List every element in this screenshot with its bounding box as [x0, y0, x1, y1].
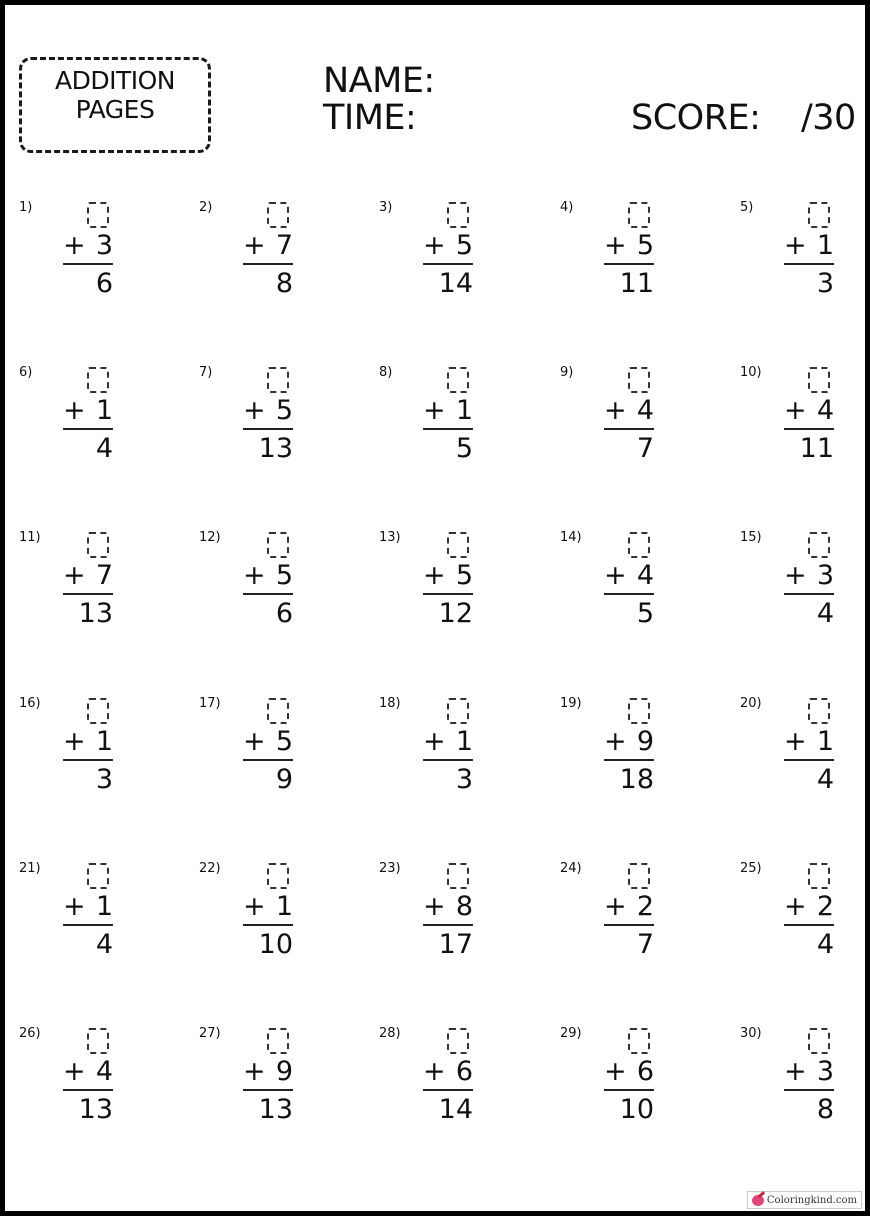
- problem-number: 12): [199, 530, 221, 545]
- addend-value: 4: [636, 560, 654, 591]
- sum-rule-line: [784, 924, 834, 926]
- plus-sign: +: [63, 560, 86, 591]
- sum-value: 14: [438, 1094, 473, 1125]
- plus-sign: +: [243, 726, 266, 757]
- title-line-1: ADDITION: [55, 66, 175, 95]
- plus-sign: +: [604, 560, 627, 591]
- addend-value: 5: [275, 560, 293, 591]
- worksheet-title-box: [19, 57, 211, 153]
- sum-rule-line: [243, 593, 293, 595]
- sum-rule-line: [63, 593, 113, 595]
- problem-item: [360, 1016, 500, 1131]
- problem-number: 29): [560, 1026, 582, 1041]
- sum-rule-line: [423, 1089, 473, 1091]
- answer-blank-box[interactable]: [87, 367, 109, 393]
- problem-number: 19): [560, 696, 582, 711]
- sum-rule-line: [423, 759, 473, 761]
- addend-value: 2: [816, 891, 834, 922]
- problem-number: 1): [19, 200, 33, 215]
- problem-item: [541, 520, 681, 635]
- sum-rule-line: [784, 593, 834, 595]
- answer-blank-box[interactable]: [628, 532, 650, 558]
- plus-sign: +: [784, 230, 807, 261]
- sum-rule-line: [243, 263, 293, 265]
- problem-number: 21): [19, 861, 41, 876]
- sum-value: 4: [95, 929, 113, 960]
- problem-item: [541, 190, 681, 305]
- answer-blank-box[interactable]: [808, 863, 830, 889]
- sum-rule-line: [784, 759, 834, 761]
- sum-rule-line: [63, 428, 113, 430]
- score-label: SCORE:: [631, 98, 761, 138]
- plus-sign: +: [423, 1056, 446, 1087]
- problem-number: 9): [560, 365, 574, 380]
- problem-item: [721, 686, 861, 801]
- problem-item: [541, 686, 681, 801]
- addend-value: 4: [816, 395, 834, 426]
- problem-number: 14): [560, 530, 582, 545]
- sum-value: 4: [816, 598, 834, 629]
- problem-number: 28): [379, 1026, 401, 1041]
- addend-value: 5: [275, 726, 293, 757]
- answer-blank-box[interactable]: [267, 698, 289, 724]
- problem-number: 27): [199, 1026, 221, 1041]
- problem-number: 8): [379, 365, 393, 380]
- problem-number: 17): [199, 696, 221, 711]
- answer-blank-box[interactable]: [447, 1028, 469, 1054]
- answer-blank-box[interactable]: [87, 532, 109, 558]
- addend-value: 3: [816, 560, 834, 591]
- sum-value: 3: [816, 268, 834, 299]
- plus-sign: +: [604, 230, 627, 261]
- answer-blank-box[interactable]: [808, 532, 830, 558]
- watermark-text: Coloringkind.com: [766, 1194, 857, 1206]
- problem-item: [0, 355, 140, 470]
- sum-value: 3: [455, 764, 473, 795]
- answer-blank-box[interactable]: [267, 367, 289, 393]
- problem-item: [180, 520, 320, 635]
- sum-value: 13: [78, 598, 113, 629]
- problem-number: 25): [740, 861, 762, 876]
- problem-item: [0, 686, 140, 801]
- plus-sign: +: [604, 1056, 627, 1087]
- problem-item: [721, 851, 861, 966]
- plus-sign: +: [63, 891, 86, 922]
- sum-rule-line: [63, 759, 113, 761]
- addend-value: 6: [636, 1056, 654, 1087]
- addend-value: 1: [275, 891, 293, 922]
- addend-value: 3: [95, 230, 113, 261]
- sum-value: 4: [816, 929, 834, 960]
- problem-item: [721, 355, 861, 470]
- plus-sign: +: [243, 395, 266, 426]
- addend-value: 1: [95, 726, 113, 757]
- problem-item: [360, 851, 500, 966]
- problem-item: [360, 520, 500, 635]
- problem-number: 18): [379, 696, 401, 711]
- sum-value: 14: [438, 268, 473, 299]
- problem-number: 4): [560, 200, 574, 215]
- answer-blank-box[interactable]: [447, 367, 469, 393]
- plus-sign: +: [63, 726, 86, 757]
- sum-value: 5: [455, 433, 473, 464]
- problem-number: 2): [199, 200, 213, 215]
- plus-sign: +: [423, 560, 446, 591]
- problem-number: 13): [379, 530, 401, 545]
- plus-sign: +: [604, 891, 627, 922]
- plus-sign: +: [63, 230, 86, 261]
- sum-value: 12: [438, 598, 473, 629]
- answer-blank-box[interactable]: [267, 532, 289, 558]
- problem-number: 20): [740, 696, 762, 711]
- sum-value: 7: [636, 929, 654, 960]
- plus-sign: +: [243, 230, 266, 261]
- problem-number: 24): [560, 861, 582, 876]
- plus-sign: +: [63, 1056, 86, 1087]
- addend-value: 6: [455, 1056, 473, 1087]
- time-label: TIME:: [323, 98, 417, 138]
- sum-rule-line: [604, 593, 654, 595]
- plus-sign: +: [423, 726, 446, 757]
- sum-value: 13: [258, 433, 293, 464]
- problem-number: 15): [740, 530, 762, 545]
- answer-blank-box[interactable]: [87, 698, 109, 724]
- sum-rule-line: [243, 759, 293, 761]
- plus-sign: +: [423, 395, 446, 426]
- problem-number: 7): [199, 365, 213, 380]
- sum-value: 10: [619, 1094, 654, 1125]
- sum-value: 8: [275, 268, 293, 299]
- problem-item: [0, 190, 140, 305]
- answer-blank-box[interactable]: [267, 202, 289, 228]
- plus-sign: +: [423, 230, 446, 261]
- sum-value: 7: [636, 433, 654, 464]
- problem-number: 16): [19, 696, 41, 711]
- sum-rule-line: [604, 263, 654, 265]
- sum-value: 6: [95, 268, 113, 299]
- problem-item: [721, 190, 861, 305]
- sum-rule-line: [784, 1089, 834, 1091]
- addend-value: 1: [816, 726, 834, 757]
- plus-sign: +: [423, 891, 446, 922]
- sum-value: 17: [438, 929, 473, 960]
- problem-item: [360, 686, 500, 801]
- sum-rule-line: [63, 1089, 113, 1091]
- sum-value: 13: [258, 1094, 293, 1125]
- problem-number: 5): [740, 200, 754, 215]
- sum-value: 3: [95, 764, 113, 795]
- problem-number: 11): [19, 530, 41, 545]
- problem-item: [360, 190, 500, 305]
- sum-rule-line: [784, 263, 834, 265]
- plus-sign: +: [784, 726, 807, 757]
- plus-sign: +: [784, 891, 807, 922]
- answer-blank-box[interactable]: [628, 698, 650, 724]
- addend-value: 9: [636, 726, 654, 757]
- answer-blank-box[interactable]: [267, 1028, 289, 1054]
- problem-item: [180, 686, 320, 801]
- sum-rule-line: [63, 924, 113, 926]
- problem-item: [360, 355, 500, 470]
- sum-value: 18: [619, 764, 654, 795]
- sum-value: 8: [816, 1094, 834, 1125]
- addend-value: 9: [275, 1056, 293, 1087]
- answer-blank-box[interactable]: [628, 367, 650, 393]
- sum-value: 11: [799, 433, 834, 464]
- sum-value: 4: [95, 433, 113, 464]
- answer-blank-box[interactable]: [628, 202, 650, 228]
- problem-item: [0, 520, 140, 635]
- problem-item: [180, 190, 320, 305]
- addend-value: 4: [95, 1056, 113, 1087]
- problem-item: [541, 851, 681, 966]
- addend-value: 1: [95, 395, 113, 426]
- problem-item: [180, 1016, 320, 1131]
- answer-blank-box[interactable]: [808, 367, 830, 393]
- sum-rule-line: [423, 263, 473, 265]
- sum-value: 13: [78, 1094, 113, 1125]
- sum-value: 5: [636, 598, 654, 629]
- answer-blank-box[interactable]: [808, 1028, 830, 1054]
- sum-rule-line: [63, 263, 113, 265]
- title-line-2: PAGES: [75, 95, 155, 124]
- plus-sign: +: [63, 395, 86, 426]
- addend-value: 2: [636, 891, 654, 922]
- plus-sign: +: [604, 726, 627, 757]
- name-label: NAME:: [323, 61, 435, 101]
- addend-value: 1: [455, 395, 473, 426]
- answer-blank-box[interactable]: [87, 202, 109, 228]
- sum-rule-line: [243, 924, 293, 926]
- problem-item: [180, 355, 320, 470]
- addend-value: 5: [455, 230, 473, 261]
- problem-item: [541, 1016, 681, 1131]
- answer-blank-box[interactable]: [447, 202, 469, 228]
- problem-number: 30): [740, 1026, 762, 1041]
- plus-sign: +: [243, 1056, 266, 1087]
- plus-sign: +: [243, 560, 266, 591]
- plus-sign: +: [784, 395, 807, 426]
- sum-rule-line: [784, 428, 834, 430]
- sum-rule-line: [243, 1089, 293, 1091]
- sum-value: 4: [816, 764, 834, 795]
- sum-value: 11: [619, 268, 654, 299]
- worksheet-page: [5, 5, 865, 1211]
- plus-sign: +: [784, 1056, 807, 1087]
- problem-item: [721, 520, 861, 635]
- answer-blank-box[interactable]: [267, 863, 289, 889]
- score-total: /30: [801, 98, 856, 138]
- addend-value: 5: [275, 395, 293, 426]
- answer-blank-box[interactable]: [87, 1028, 109, 1054]
- sum-value: 9: [275, 764, 293, 795]
- addend-value: 7: [275, 230, 293, 261]
- problem-number: 3): [379, 200, 393, 215]
- sum-value: 6: [275, 598, 293, 629]
- sum-rule-line: [604, 428, 654, 430]
- addend-value: 7: [95, 560, 113, 591]
- addend-value: 5: [455, 560, 473, 591]
- addend-value: 8: [455, 891, 473, 922]
- answer-blank-box[interactable]: [808, 202, 830, 228]
- sum-rule-line: [423, 593, 473, 595]
- plus-sign: +: [784, 560, 807, 591]
- answer-blank-box[interactable]: [447, 532, 469, 558]
- sum-value: 10: [258, 929, 293, 960]
- problem-item: [721, 1016, 861, 1131]
- sum-rule-line: [604, 1089, 654, 1091]
- sum-rule-line: [243, 428, 293, 430]
- addend-value: 5: [636, 230, 654, 261]
- sum-rule-line: [604, 924, 654, 926]
- answer-blank-box[interactable]: [628, 1028, 650, 1054]
- problem-number: 23): [379, 861, 401, 876]
- sum-rule-line: [604, 759, 654, 761]
- answer-blank-box[interactable]: [447, 863, 469, 889]
- addend-value: 3: [816, 1056, 834, 1087]
- problem-number: 22): [199, 861, 221, 876]
- brush-palette-icon: [752, 1195, 764, 1206]
- answer-blank-box[interactable]: [87, 863, 109, 889]
- addend-value: 1: [455, 726, 473, 757]
- addend-value: 1: [816, 230, 834, 261]
- addend-value: 4: [636, 395, 654, 426]
- problem-item: [541, 355, 681, 470]
- plus-sign: +: [243, 891, 266, 922]
- problem-number: 10): [740, 365, 762, 380]
- sum-rule-line: [423, 428, 473, 430]
- problem-item: [0, 851, 140, 966]
- answer-blank-box[interactable]: [447, 698, 469, 724]
- answer-blank-box[interactable]: [808, 698, 830, 724]
- answer-blank-box[interactable]: [628, 863, 650, 889]
- plus-sign: +: [604, 395, 627, 426]
- problem-item: [180, 851, 320, 966]
- problem-number: 6): [19, 365, 33, 380]
- addend-value: 1: [95, 891, 113, 922]
- watermark: [747, 1191, 862, 1209]
- sum-rule-line: [423, 924, 473, 926]
- problem-item: [0, 1016, 140, 1131]
- problem-number: 26): [19, 1026, 41, 1041]
